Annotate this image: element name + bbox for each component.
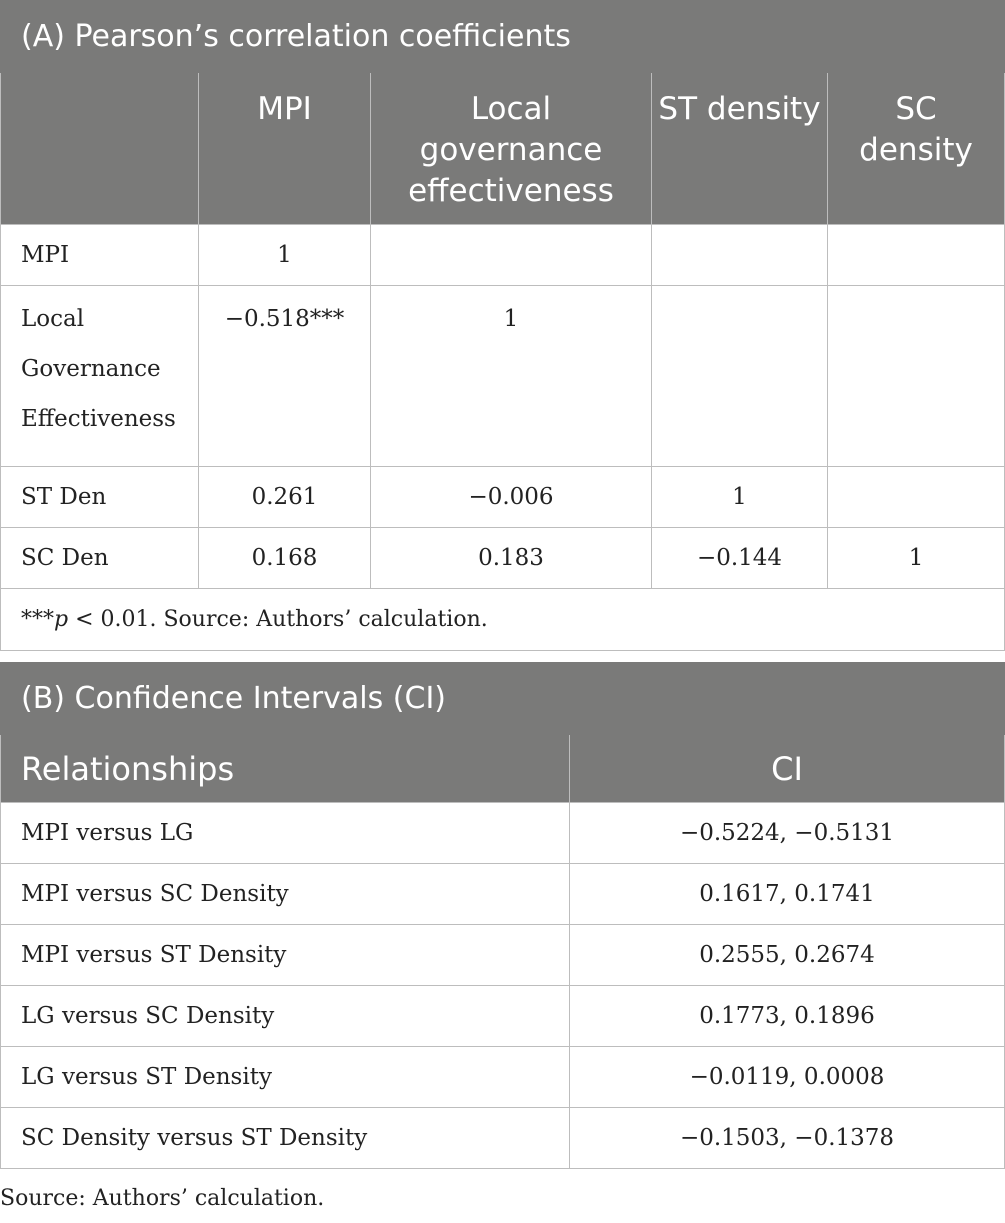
table-cell (828, 225, 1005, 286)
relationship-label: LG versus ST Density (1, 1047, 570, 1108)
column-header-empty (1, 73, 199, 225)
table-row (1, 286, 1005, 467)
confidence-interval-table (0, 662, 1005, 1169)
table-b-title: (B) Confidence Intervals (CI) (1, 663, 1005, 735)
ci-value: 0.1617, 0.1741 (570, 864, 1005, 925)
table-cell: −0.518*** (199, 286, 371, 467)
table-a-header-row (1, 73, 1005, 225)
table-row (1, 467, 1005, 528)
table-cell (828, 467, 1005, 528)
table-row (1, 1108, 1005, 1169)
source-note: Source: Authors’ calculation. (0, 1186, 325, 1211)
table-cell: 0.168 (199, 528, 371, 589)
table-row (1, 225, 1005, 286)
table-cell: 0.261 (199, 467, 371, 528)
ci-value: −0.1503, −0.1378 (570, 1108, 1005, 1169)
table-cell: 1 (199, 225, 371, 286)
footnote-stars: *** (21, 607, 54, 632)
table-row (1, 1047, 1005, 1108)
table-cell: 1 (828, 528, 1005, 589)
column-header-ci: CI (570, 735, 1005, 803)
table-row (1, 803, 1005, 864)
table-row (1, 864, 1005, 925)
footnote-text: < 0.01. Source: Authors’ calculation. (68, 607, 488, 632)
column-header-sc-density: SC density (828, 73, 1005, 225)
table-row (1, 528, 1005, 589)
table-cell (652, 286, 828, 467)
table-cell (828, 286, 1005, 467)
table-b-header-row (1, 735, 1005, 803)
table-row (1, 986, 1005, 1047)
table-cell: 0.183 (371, 528, 652, 589)
column-header-local-governance: Local governance effectiveness (371, 73, 652, 225)
table-cell: −0.144 (652, 528, 828, 589)
table-cell (652, 225, 828, 286)
row-label: Local Governance Effectiveness (1, 286, 199, 467)
column-header-st-density: ST density (652, 73, 828, 225)
table-row (1, 925, 1005, 986)
footnote-p: p (54, 607, 69, 632)
row-label: SC Den (1, 528, 199, 589)
ci-value: −0.0119, 0.0008 (570, 1047, 1005, 1108)
table-cell: −0.006 (371, 467, 652, 528)
table-a-title: (A) Pearson’s correlation coefficients (1, 1, 1005, 73)
column-header-relationships: Relationships (1, 735, 570, 803)
table-cell: 1 (652, 467, 828, 528)
table-a-footnote (1, 589, 1005, 651)
relationship-label: SC Density versus ST Density (1, 1108, 570, 1169)
relationship-label: MPI versus SC Density (1, 864, 570, 925)
relationship-label: LG versus SC Density (1, 986, 570, 1047)
column-header-mpi: MPI (199, 73, 371, 225)
table-cell: 1 (371, 286, 652, 467)
row-label: MPI (1, 225, 199, 286)
ci-value: 0.2555, 0.2674 (570, 925, 1005, 986)
ci-value: 0.1773, 0.1896 (570, 986, 1005, 1047)
ci-value: −0.5224, −0.5131 (570, 803, 1005, 864)
relationship-label: MPI versus ST Density (1, 925, 570, 986)
relationship-label: MPI versus LG (1, 803, 570, 864)
row-label: ST Den (1, 467, 199, 528)
table-cell (371, 225, 652, 286)
